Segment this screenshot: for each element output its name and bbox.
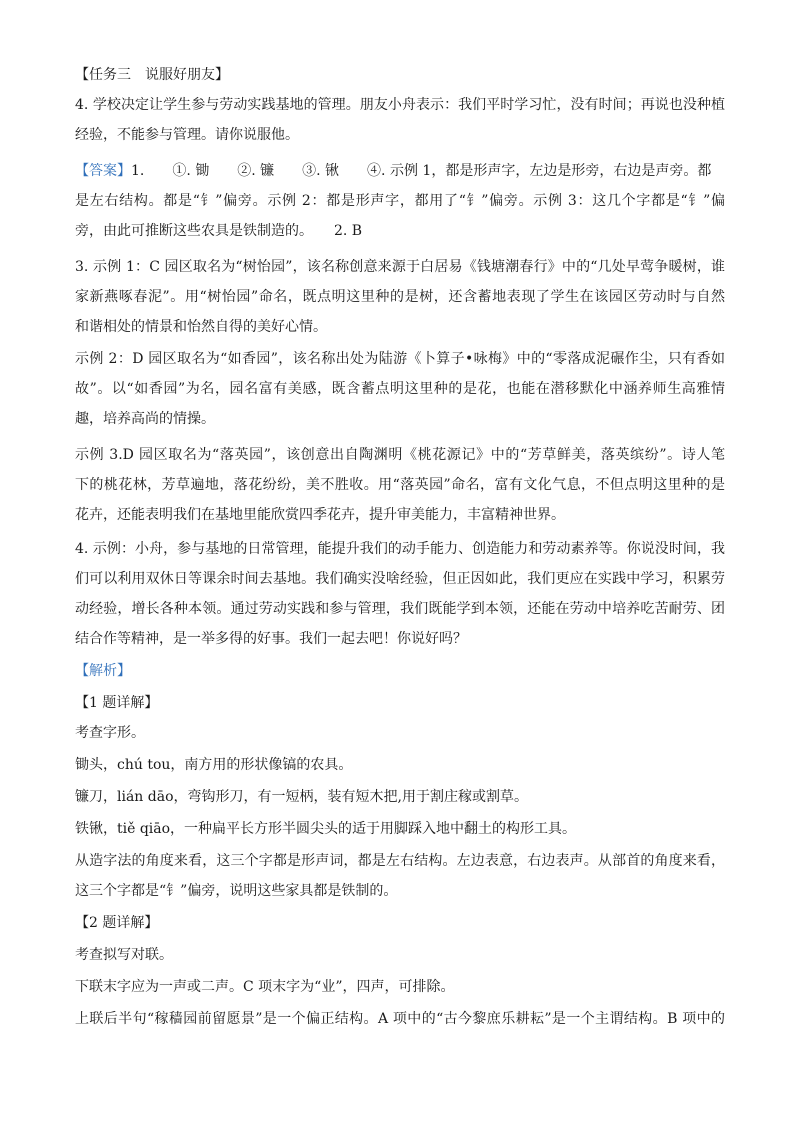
answer-line: 示例 2：D 园区取名为“如香园”，该名称出处为陆游《卜算子•咏梅》中的“零落成泥碾作尘，只有香如 — [75, 351, 725, 367]
analysis-label: 【解析】 — [75, 663, 131, 679]
answer-line: 家新燕啄春泥”。用“树怡园”命名，既点明这里种的是树，还含蓄地表现了学生在该园区劳动时与自然 — [75, 289, 725, 305]
question-4-line-1: 4. 学校决定让学生参与劳动实践基地的管理。朋友小舟表示：我们平时学习忙，没有时间；再说也没种植 — [75, 97, 725, 113]
answer-line: 示例 3.D 园区取名为“落英园”，该创意出自陶渊明《桃花源记》中的“芳草鲜美，落英缤纷”。诗人笔 — [75, 447, 725, 463]
answer-line: 花卉，还能表明我们在基地里能欣赏四季花卉，提升审美能力，丰富精神世界。 — [75, 507, 565, 523]
analysis-line: 上联后半句“稼穑园前留愿景”是一个偏正结构。A 项中的“古今黎庶乐耕耘”是一个主谓结构。B 项中的 — [75, 1011, 725, 1027]
question-4-line-2: 经验，不能参与管理。请你说服他。 — [75, 127, 299, 143]
analysis-line: 考查拟写对联。 — [75, 947, 173, 963]
answer-line: 动经验，增长各种本领。通过劳动实践和参与管理，我们既能学到本领，还能在劳动中培养吃苦耐劳、团 — [75, 601, 725, 617]
answer-label: 【答案】 — [75, 163, 131, 179]
analysis-heading-2: 【2 题详解】 — [75, 915, 159, 931]
answer-line: 趣，培养高尚的情操。 — [75, 411, 215, 427]
task-header: 【任务三 说服好朋友】 — [75, 67, 229, 83]
analysis-line: 锄头，chú tou，南方用的形状像镐的农具。 — [75, 757, 353, 773]
answer-line: 结合作等精神，是一举多得的好事。我们一起去吧！你说好吗？ — [75, 631, 467, 647]
analysis-line: 从造字法的角度来看，这三个字都是形声词，都是左右结构。左边表意，右边表声。从部首的角度来看， — [75, 853, 725, 869]
answer-line: 和谐相处的情景和怡然自得的美好心情。 — [75, 319, 327, 335]
answer-line: 是左右结构。都是“钅”偏旁。示例 2：都是形声字，都用了“钅”偏旁。示例 3：这几个字都是“钅”偏 — [75, 193, 725, 209]
answer-line: 3. 示例 1：C 园区取名为“树怡园”，该名称创意来源于白居易《钱塘潮春行》中的“几处早莺争暖树，谁 — [75, 259, 725, 275]
analysis-line: 镰刀，lián dāo，弯钩形刀，有一短柄，装有短木把,用于割庄稼或割草。 — [75, 789, 528, 805]
answer-line: 们可以利用双休日等课余时间去基地。我们确实没啥经验，但正因如此，我们更应在实践中学习，积累劳 — [75, 571, 725, 587]
answer-first-line — [75, 162, 725, 180]
answer-line: 旁，由此可推断这些农具是铁制造的。 2. B — [75, 223, 363, 239]
analysis-heading-1: 【1 题详解】 — [75, 695, 159, 711]
answer-line: 故”。以“如香园”为名，园名富有美感，既含蓄点明这里种的是花，也能在潜移默化中涵养师生高雅情 — [75, 381, 725, 397]
analysis-line: 这三个字都是“钅”偏旁，说明这些家具都是铁制的。 — [75, 883, 398, 899]
answer-line: 4. 示例：小舟，参与基地的日常管理，能提升我们的动手能力、创造能力和劳动素养等。你说没时间，我 — [75, 541, 725, 557]
analysis-line: 下联末字应为一声或二声。C 项末字为“业”，四声，可排除。 — [75, 979, 455, 995]
analysis-line: 铁锹，tiě qiāo，一种扁平长方形半圆尖头的适于用脚踩入地中翻土的构形工具。 — [75, 821, 577, 837]
answer-line: 下的桃花林，芳草遍地，落花纷纷，美不胜收。用“落英园”命名，富有文化气息，不但点明这里种的是 — [75, 477, 725, 493]
analysis-line: 考查字形。 — [75, 725, 145, 741]
answer-choices: 1. ①. 锄 ②. 镰 ③. 锹 ④. 示例 1，都是形声字，左边是形旁，右边是声旁。都 — [131, 163, 712, 179]
